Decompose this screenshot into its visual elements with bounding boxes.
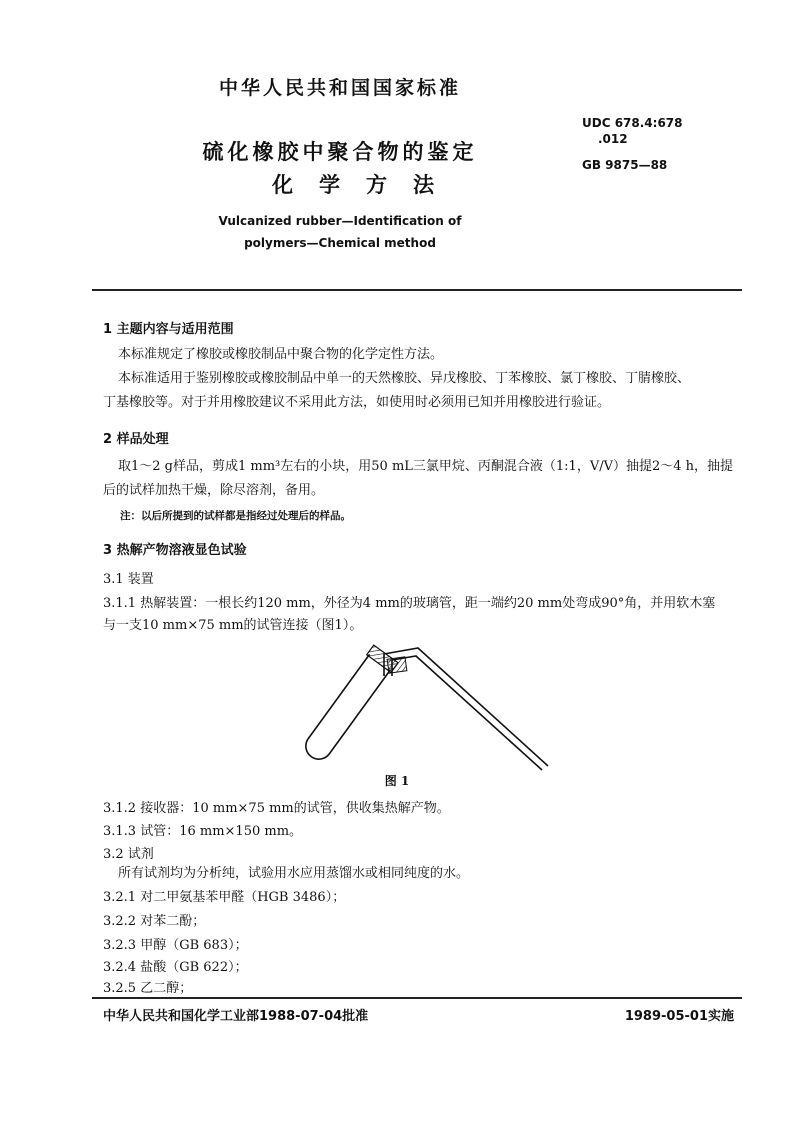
clause-3-1-2: 3.1.2 接收器：10 mm×75 mm的试管，供收集热解产物。 — [103, 801, 450, 816]
section-3-heading: 3 热解产物溶液显色试验 — [103, 543, 247, 558]
pyrolysis-apparatus-figure — [280, 640, 560, 780]
section-2-heading: 2 样品处理 — [103, 432, 169, 447]
section-1-paragraph-2-line1: 本标准适用于鉴别橡胶或橡胶制品中单一的天然橡胶、异戊橡胶、丁苯橡胶、氯丁橡胶、丁腈橡胶、 — [118, 371, 691, 386]
section-2-note: 注：以后所提到的试样都是指经过处理后的样品。 — [120, 510, 351, 522]
clause-3-1-3: 3.1.3 试管：16 mm×150 mm。 — [103, 824, 303, 839]
clause-3-1-1-line1: 3.1.1 热解装置：一根长约120 mm，外径为4 mm的玻璃管，距一端约20 mm处弯成90°角，并用软木塞 — [103, 596, 716, 611]
document-title-line2: 化学方法 — [272, 173, 460, 197]
clause-3-1: 3.1 装置 — [103, 572, 154, 587]
clause-3-2-3: 3.2.3 甲醇（GB 683）； — [103, 938, 248, 953]
clause-3-1-1-line2: 与一支10 mm×75 mm的试管连接（图1）。 — [103, 618, 363, 633]
clause-3-2: 3.2 试剂 — [103, 847, 154, 862]
document-title-line1: 硫化橡胶中聚合物的鉴定 — [202, 140, 478, 164]
clause-3-2-5: 3.2.5 乙二醇； — [103, 981, 193, 996]
figure-caption: 图 1 — [384, 774, 410, 788]
section-1-paragraph-2-line2: 丁基橡胶等。对于并用橡胶建议不采用此方法，如使用时必须用已知并用橡胶进行验证。 — [103, 395, 611, 410]
udc-code: UDC 678.4:678 — [582, 116, 683, 130]
header-divider — [92, 289, 742, 291]
section-1-heading: 1 主题内容与适用范围 — [103, 322, 234, 337]
clause-3-2-2: 3.2.2 对苯二酚； — [103, 914, 206, 929]
english-title-line2: polymers—Chemical method — [244, 236, 436, 250]
effective-date: 1989-05-01实施 — [624, 1009, 734, 1024]
gb-code: GB 9875—88 — [582, 158, 668, 172]
approval-statement: 中华人民共和国化学工业部1988-07-04批准 — [103, 1009, 369, 1024]
clause-3-2-1: 3.2.1 对二甲氨基苯甲醛（HGB 3486）； — [103, 890, 346, 905]
udc-code-continued: .012 — [598, 132, 628, 146]
clause-3-2-text: 所有试剂均为分析纯，试验用水应用蒸馏水或相同纯度的水。 — [118, 866, 470, 881]
english-title-line1: Vulcanized rubber—Identification of — [218, 214, 462, 228]
footer-divider — [92, 997, 742, 999]
section-1-paragraph-1: 本标准规定了橡胶或橡胶制品中聚合物的化学定性方法。 — [118, 347, 444, 362]
section-2-paragraph-line2: 后的试样加热干燥，除尽溶剂，备用。 — [103, 483, 325, 498]
section-2-paragraph-line1: 取1～2 g样品，剪成1 mm³左右的小块，用50 mL三氯甲烷、丙酮混合液（1:1，V/V）抽提2～4 h，抽提 — [118, 459, 734, 474]
clause-3-2-4: 3.2.4 盐酸（GB 622）； — [103, 960, 248, 975]
standard-title: 中华人民共和国国家标准 — [218, 77, 461, 99]
